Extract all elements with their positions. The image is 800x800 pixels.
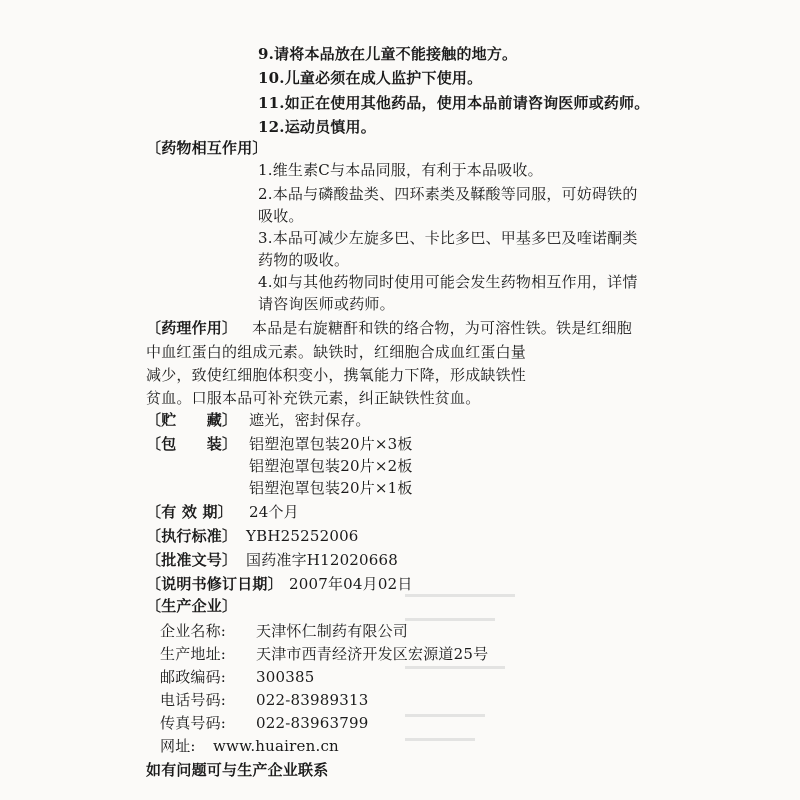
interaction-line: 药物的吸收。 bbox=[258, 251, 350, 269]
bleed-through-mark bbox=[405, 618, 495, 621]
storage-heading: 〔贮 藏〕 bbox=[146, 411, 238, 429]
website-label: 网址: bbox=[160, 737, 196, 755]
revision-value: 2007年04月02日 bbox=[289, 575, 413, 593]
pharmacology-line: 中血红蛋白的组成元素。缺铁时，红细胞合成血红蛋白量 bbox=[146, 343, 527, 361]
pharmacology-line: 本品是右旋糖酐和铁的络合物，为可溶性铁。铁是红细胞 bbox=[252, 319, 633, 337]
interaction-line: 吸收。 bbox=[258, 207, 304, 225]
interaction-line: 请咨询医师或药师。 bbox=[258, 295, 395, 313]
approval-value: 国药准字H12020668 bbox=[246, 551, 399, 569]
fax-value: 022-83963799 bbox=[256, 714, 369, 732]
precaution-item-11: 11.如正在使用其他药品，使用本品前请咨询医师或药师。 bbox=[258, 94, 650, 112]
validity-value: 24个月 bbox=[249, 503, 299, 521]
company-name-label: 企业名称: bbox=[160, 622, 227, 640]
fax-label: 传真号码: bbox=[160, 714, 227, 732]
phone-label: 电话号码: bbox=[160, 691, 227, 709]
bleed-through-mark bbox=[405, 714, 485, 717]
pharmacology-heading: 〔药理作用〕 bbox=[146, 319, 238, 337]
pharmacology-line: 贫血。口服本品可补充铁元素，纠正缺铁性贫血。 bbox=[146, 389, 481, 407]
package-value: 铝塑泡罩包装20片×1板 bbox=[249, 479, 413, 497]
postal-code-label: 邮政编码: bbox=[160, 668, 227, 686]
package-value: 铝塑泡罩包装20片×3板 bbox=[249, 435, 413, 453]
precaution-item-10: 10.儿童必须在成人监护下使用。 bbox=[258, 69, 483, 87]
address-value: 天津市西青经济开发区宏源道25号 bbox=[256, 645, 489, 663]
standard-value: YBH25252006 bbox=[246, 527, 359, 545]
interaction-line: 4.如与其他药物同时使用可能会发生药物相互作用，详情 bbox=[258, 273, 638, 291]
standard-heading: 〔执行标准〕 bbox=[146, 527, 238, 545]
revision-heading: 〔说明书修订日期〕 bbox=[146, 575, 283, 593]
contact-note: 如有问题可与生产企业联系 bbox=[146, 761, 329, 779]
address-label: 生产地址: bbox=[160, 645, 227, 663]
precaution-item-12: 12.运动员慎用。 bbox=[258, 118, 376, 136]
precaution-item-9: 9.请将本品放在儿童不能接触的地方。 bbox=[258, 45, 518, 63]
bleed-through-mark bbox=[405, 738, 475, 741]
storage-value: 遮光，密封保存。 bbox=[249, 411, 371, 429]
manufacturer-heading: 〔生产企业〕 bbox=[146, 597, 238, 615]
package-heading: 〔包 装〕 bbox=[146, 435, 238, 453]
approval-heading: 〔批准文号〕 bbox=[146, 551, 238, 569]
interactions-heading: 〔药物相互作用〕 bbox=[146, 139, 268, 157]
website-value: www.huairen.cn bbox=[213, 737, 339, 755]
interaction-line: 3.本品可减少左旋多巴、卡比多巴、甲基多巴及喹诺酮类 bbox=[258, 229, 638, 247]
validity-heading: 〔有 效 期〕 bbox=[146, 503, 233, 521]
interaction-line: 2.本品与磷酸盐类、四环素类及鞣酸等同服，可妨碍铁的 bbox=[258, 185, 638, 203]
bleed-through-mark bbox=[405, 666, 505, 669]
interaction-line: 1.维生素C与本品同服，有利于本品吸收。 bbox=[258, 161, 543, 179]
postal-code-value: 300385 bbox=[256, 668, 315, 686]
bleed-through-mark bbox=[405, 594, 515, 597]
pharmacology-line: 减少，致使红细胞体积变小，携氧能力下降，形成缺铁性 bbox=[146, 366, 527, 384]
phone-value: 022-83989313 bbox=[256, 691, 369, 709]
package-value: 铝塑泡罩包装20片×2板 bbox=[249, 457, 413, 475]
company-name-value: 天津怀仁制药有限公司 bbox=[256, 622, 409, 640]
